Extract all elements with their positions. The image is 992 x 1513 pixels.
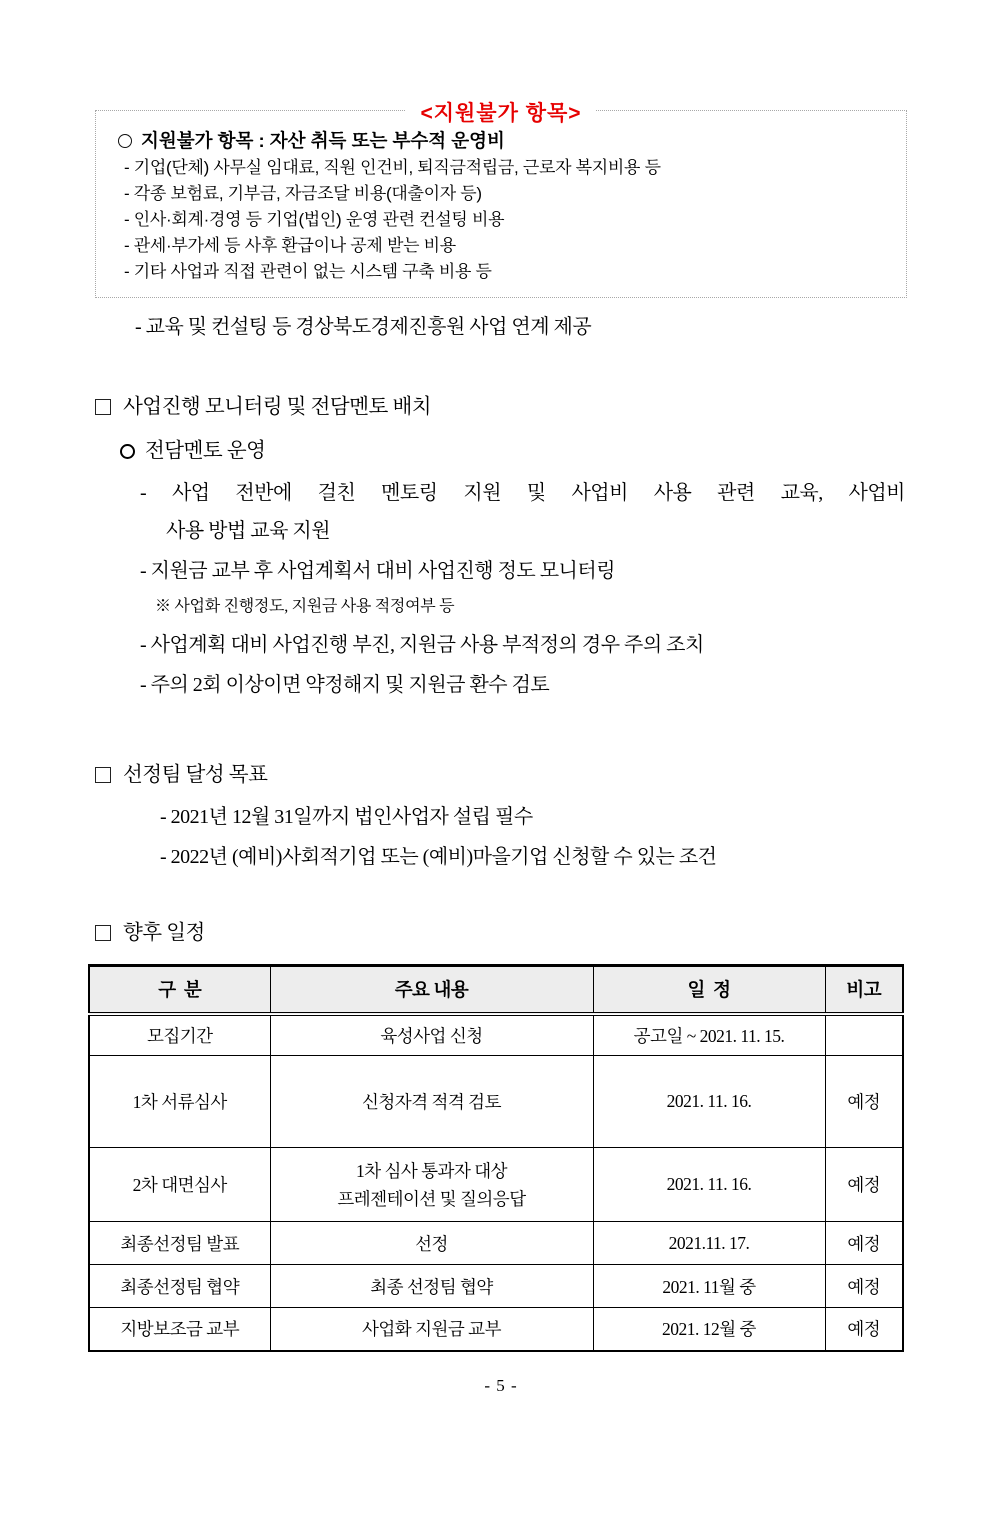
table-row xyxy=(89,1148,903,1222)
goal-bullet1: - 2021년 12월 31일까지 법인사업자 설립 필수 xyxy=(160,806,533,828)
monitoring-section-heading xyxy=(95,394,907,420)
monitoring-bullet3: - 사업계획 대비 사업진행 부진, 지원금 사용 부적정의 경우 주의 조치 xyxy=(140,634,704,656)
goal-bullet2: - 2022년 (예비)사회적기업 또는 (예비)마을기업 신청할 수 있는 조건 xyxy=(160,846,717,868)
mentoring-bullet-line1: - 사업 전반에 걸친 멘토링 지원 및 사업비 사용 관련 교육, 사업비 xyxy=(140,482,905,504)
cell-date: 2021.11. 17. xyxy=(593,1222,825,1265)
cell-content: 사업화 지원금 교부 xyxy=(270,1308,593,1351)
cell-remark: 예정 xyxy=(825,1222,903,1265)
mentoring-bullet-line2: 사용 방법 교육 지원 xyxy=(166,520,331,542)
cell-date: 2021. 11. 16. xyxy=(593,1148,825,1222)
table-row xyxy=(89,1222,903,1265)
schedule-table xyxy=(88,964,904,1352)
table-row xyxy=(89,1308,903,1351)
header-remark: 비고 xyxy=(825,966,903,1014)
cell-remark: 예정 xyxy=(825,1308,903,1351)
box-title xyxy=(96,97,906,127)
box-heading-text: 지원불가 항목 : 자산 취득 또는 부수적 운영비 xyxy=(141,130,505,151)
linked-programs-line: - 교육 및 컨설팅 등 경상북도경제진흥원 사업 연계 제공 xyxy=(135,316,592,338)
square-bullet-icon xyxy=(95,767,111,783)
table-row xyxy=(89,1056,903,1148)
cell-content xyxy=(270,1148,593,1222)
page-number: - 5 - xyxy=(484,1375,518,1395)
circle-bullet-icon xyxy=(118,134,132,148)
table-header-row xyxy=(89,966,903,1014)
cell-category: 최종선정팀 협약 xyxy=(89,1265,270,1308)
schedule-section-heading xyxy=(95,920,907,946)
cell-category: 모집기간 xyxy=(89,1014,270,1056)
cell-date: 2021. 11. 16. xyxy=(593,1056,825,1148)
table-row xyxy=(89,1265,903,1308)
cell-date: 2021. 12월 중 xyxy=(593,1308,825,1351)
monitoring-bullet2: - 지원금 교부 후 사업계획서 대비 사업진행 정도 모니터링 xyxy=(140,560,616,582)
box-item: - 관세·부가세 등 사후 환급이나 공제 받는 비용 xyxy=(124,236,456,255)
square-bullet-icon xyxy=(95,925,111,941)
mentor-sub-heading xyxy=(120,438,907,464)
unsupported-items-box xyxy=(95,102,907,298)
document-page xyxy=(0,102,992,1513)
cell-date: 공고일 ~ 2021. 11. 15. xyxy=(593,1014,825,1056)
box-item: - 인사·회계·경영 등 기업(법인) 운영 관련 컨설팅 비용 xyxy=(124,210,505,229)
cell-category: 최종선정팀 발표 xyxy=(89,1222,270,1265)
table-row xyxy=(89,1014,903,1056)
cell-category: 지방보조금 교부 xyxy=(89,1308,270,1351)
monitoring-heading-text: 사업진행 모니터링 및 전담멘토 배치 xyxy=(123,396,432,418)
box-heading xyxy=(118,127,888,155)
square-bullet-icon xyxy=(95,399,111,415)
box-item: - 각종 보험료, 기부금, 자금조달 비용(대출이자 등) xyxy=(124,184,482,203)
schedule-heading-text: 향후 일정 xyxy=(123,922,205,944)
monitoring-bullet4: - 주의 2회 이상이면 약정해지 및 지원금 환수 검토 xyxy=(140,674,550,696)
goals-section-heading xyxy=(95,762,907,788)
cell-content: 최종 선정팀 협약 xyxy=(270,1265,593,1308)
cell-content-line2: 프레젠테이션 및 질의응답 xyxy=(337,1188,526,1209)
cell-remark: 예정 xyxy=(825,1265,903,1308)
cell-content: 선정 xyxy=(270,1222,593,1265)
box-item: - 기타 사업과 직접 관련이 없는 시스템 구축 비용 등 xyxy=(124,262,492,281)
cell-category: 1차 서류심사 xyxy=(89,1056,270,1148)
bold-circle-bullet-icon xyxy=(120,444,135,459)
box-title-text: <지원불가 항목> xyxy=(406,97,595,127)
goals-heading-text: 선정팀 달성 목표 xyxy=(123,764,268,786)
header-category: 구 분 xyxy=(89,966,270,1014)
box-item: - 기업(단체) 사무실 임대료, 직원 인건비, 퇴직금적립금, 근로자 복지비용 등 xyxy=(124,158,661,177)
cell-remark: 예정 xyxy=(825,1056,903,1148)
header-content: 주요 내용 xyxy=(270,966,593,1014)
header-date: 일 정 xyxy=(593,966,825,1014)
cell-content: 육성사업 신청 xyxy=(270,1014,593,1056)
cell-date: 2021. 11월 중 xyxy=(593,1265,825,1308)
cell-content-line1: 1차 심사 통과자 대상 xyxy=(355,1160,508,1181)
cell-content: 신청자격 적격 검토 xyxy=(270,1056,593,1148)
cell-remark: 예정 xyxy=(825,1148,903,1222)
cell-category: 2차 대면심사 xyxy=(89,1148,270,1222)
mentor-sub-heading-text: 전담멘토 운영 xyxy=(145,440,266,462)
cell-remark xyxy=(825,1014,903,1056)
reference-note: ※ 사업화 진행정도, 지원금 사용 적정여부 등 xyxy=(155,598,455,615)
